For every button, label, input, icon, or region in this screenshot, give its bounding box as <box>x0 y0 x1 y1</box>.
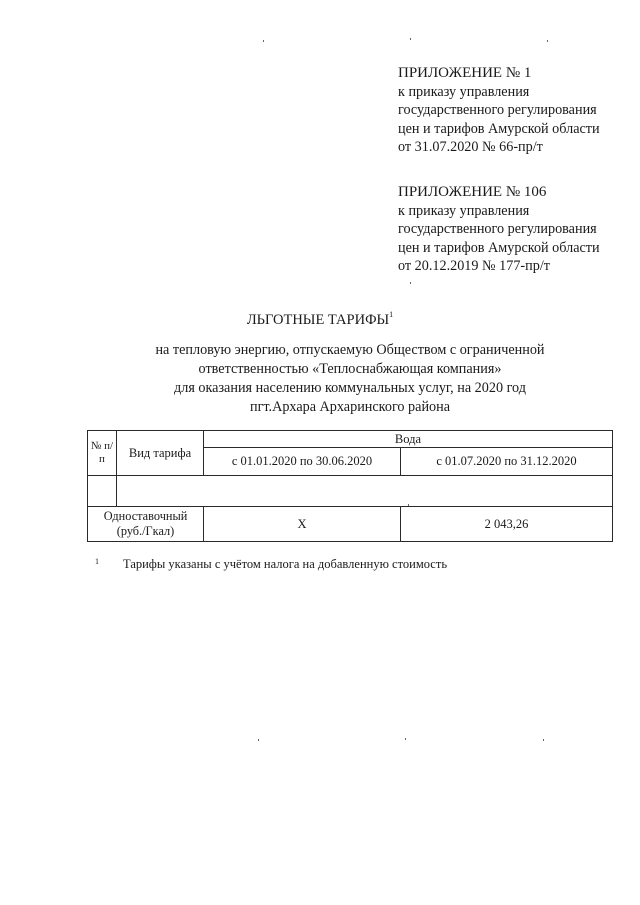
appendix-1-line: к приказу управления <box>398 83 530 100</box>
appendix-2-line: государственного регулирования <box>398 221 597 237</box>
header-period-2-cell: с 01.07.2020 по 31.12.2020 <box>401 448 613 476</box>
appendix-2-line: цен и тарифов Амурской области <box>398 239 600 256</box>
scan-speck <box>408 504 409 506</box>
footnote-mark: 1 <box>95 557 99 566</box>
row-type-cell: Одноставочный (руб./Гкал) <box>88 507 204 542</box>
footnote-text: Тарифы указаны с учётом налога на добавленную стоимость <box>123 557 448 571</box>
header-num-cell: № п/п <box>88 431 117 476</box>
header-group-cell: Вода <box>204 431 613 448</box>
table-row <box>88 507 613 542</box>
document-title-text: ЛЬГОТНЫЕ ТАРИФЫ <box>246 312 390 328</box>
header-type-cell: Вид тарифа <box>117 431 204 476</box>
title-footnote-mark: 1 <box>389 310 394 319</box>
appendix-1-line: цен и тарифов Амурской области <box>398 120 600 137</box>
subtitle-line: пгт.Архара Архаринского района <box>249 399 451 415</box>
appendix-2-line: к приказу управления <box>398 202 530 219</box>
appendix-1-title: ПРИЛОЖЕНИЕ № 1 <box>398 65 532 81</box>
tariff-table <box>87 430 613 542</box>
appendix-2-title: ПРИЛОЖЕНИЕ № 106 <box>398 184 547 200</box>
scan-speck <box>405 738 406 740</box>
document-subtitle <box>100 341 600 417</box>
row-value-2-cell: 2 043,26 <box>401 507 613 542</box>
table-header-row <box>88 431 613 448</box>
table-row <box>88 476 613 507</box>
appendix-2-line: от 20.12.2019 № 177-пр/т <box>398 258 550 274</box>
footnote <box>95 557 447 572</box>
scan-speck <box>410 282 411 284</box>
subtitle-line: на тепловую энергию, отпускаемую Обществом с ограниченной <box>155 342 545 358</box>
scan-speck <box>263 40 264 42</box>
row-value-1-cell: Х <box>204 507 401 542</box>
subtitle-line: ответственностью «Теплоснабжающая компания» <box>198 361 502 377</box>
header-period-1-cell: с 01.01.2020 по 30.06.2020 <box>204 448 401 476</box>
table-cell <box>88 476 117 507</box>
appendix-1-block <box>398 64 634 157</box>
scan-speck <box>258 739 259 741</box>
scan-speck <box>547 40 548 42</box>
subtitle-line: для оказания населению коммунальных услуг, на 2020 год <box>174 380 526 396</box>
scan-speck <box>543 739 544 741</box>
appendix-2-block <box>398 183 634 276</box>
appendix-1-line: государственного регулирования <box>398 102 597 118</box>
scan-speck <box>410 38 411 40</box>
document-title <box>0 310 640 329</box>
table-cell <box>117 476 613 507</box>
appendix-1-line: от 31.07.2020 № 66-пр/т <box>398 139 543 155</box>
